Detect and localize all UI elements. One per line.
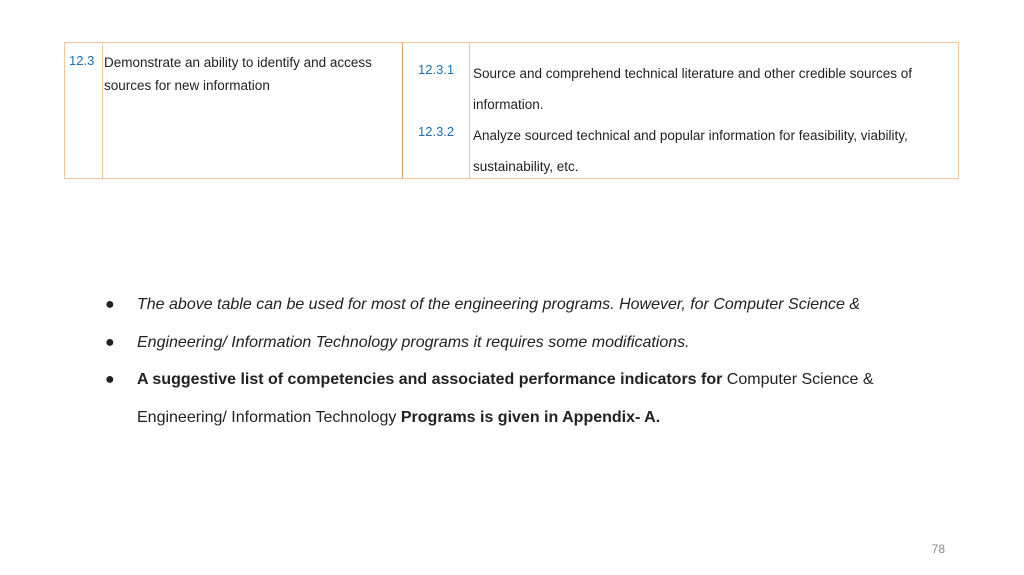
bullet-dot-icon: ●	[105, 296, 115, 313]
indicator-text: Source and comprehend technical literature and other credible sources of information.	[473, 66, 913, 112]
bullet-item	[100, 286, 920, 324]
bullet-text: The above table can be used for most of the engineering programs. However, for Computer Science &	[137, 296, 861, 313]
indicator-number: 12.3.1	[418, 62, 455, 77]
bullet-item	[100, 324, 920, 362]
indicator-number: 12.3.2	[418, 124, 455, 139]
indicator-text-column	[469, 43, 958, 178]
page-number: 78	[931, 542, 945, 556]
competency-number-column	[65, 43, 103, 178]
competency-description: Demonstrate an ability to identify and access sources for new information	[104, 55, 372, 93]
competency-number: 12.3	[69, 53, 95, 68]
competency-description-column	[102, 43, 403, 178]
notes-bullet-list	[100, 286, 920, 436]
bullet-dot-icon: ●	[105, 371, 115, 388]
indicator-number-column	[403, 43, 470, 178]
bullet-text: Computer Science & Engineering/ Information Technology	[137, 371, 874, 426]
bullet-bold-text: A suggestive list of competencies and associated performance indicators for	[137, 371, 723, 388]
bullet-bold-text: Programs is given in Appendix- A.	[400, 408, 661, 426]
competency-table	[64, 42, 959, 179]
bullet-dot-icon: ●	[105, 333, 115, 351]
indicator-text: Analyze sourced technical and popular information for feasibility, viability, sustainability, etc.	[473, 128, 908, 174]
bullet-text: Engineering/ Information Technology programs it requires some modifications.	[137, 333, 690, 351]
bullet-item	[100, 361, 920, 436]
